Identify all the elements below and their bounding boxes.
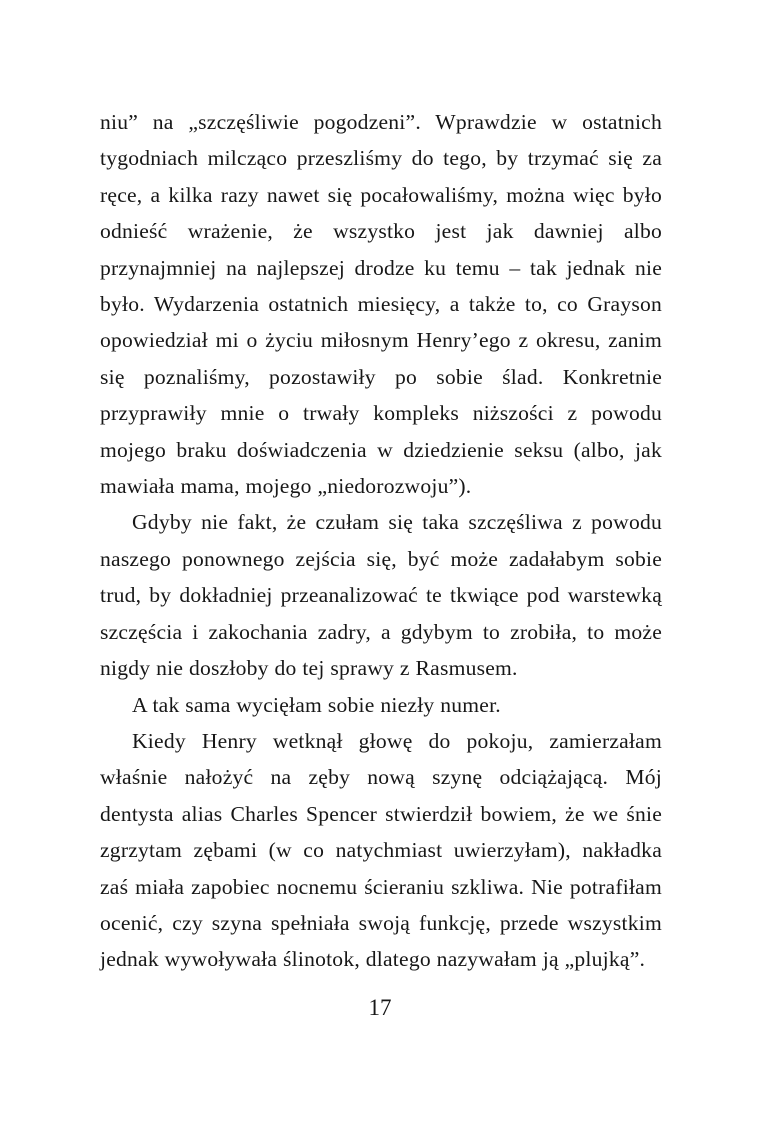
paragraph-1: niu” na „szczęśliwie pogodzeni”. Wprawdzie w ostatnich tygodniach milcząco przeszliśmy do tego, by trzymać się za ręce, a kilka razy nawet się pocałowaliśmy, można więc było odnieść wrażenie, że wszystko jest jak dawniej albo przynajmniej na najlepszej drodze ku temu – tak jednak nie było. Wydarzenia ostatnich miesięcy, a także to, co Grayson opowiedział mi o życiu miłosnym Henry’ego z okresu, zanim się poznaliśmy, pozostawiły po sobie ślad. Konkretnie przyprawiły mnie o trwały kompleks niższości z powodu mojego braku doświadczenia w dziedzienie seksu (albo, jak mawiała mama, mojego „niedorozwoju”). [100, 110, 662, 499]
paragraph-4: Kiedy Henry wetknął głowę do pokoju, zamierzałam właśnie nałożyć na zęby nową szynę odciążającą. Mój dentysta alias Charles Spencer stwierdził bowiem, że we śnie zgrzytam zębami (w co natychmiast uwierzyłam), nakładka zaś miała zapobiec nocnemu ścieraniu szkliwa. Nie potrafiłam ocenić, czy szyna spełniała swoją funkcję, przede wszystkim jednak wywoływała ślinotok, dlatego nazywałam ją „plujką”. [100, 728, 662, 972]
paragraph-3: A tak sama wycięłam sobie niezły numer. [132, 692, 501, 717]
page-number: 17 [368, 995, 392, 1020]
paragraph-2: Gdyby nie fakt, że czułam się taka szczęśliwa z powodu naszego ponownego zejścia się, być może zadałabym sobie trud, by dokładniej przeanalizować te tkwiące pod warstewką szczęścia i zakochania zadry, a gdybym to zrobiła, to może nigdy nie doszłoby do tej sprawy z Rasmusem. [100, 510, 662, 681]
page-text-block [100, 104, 662, 978]
